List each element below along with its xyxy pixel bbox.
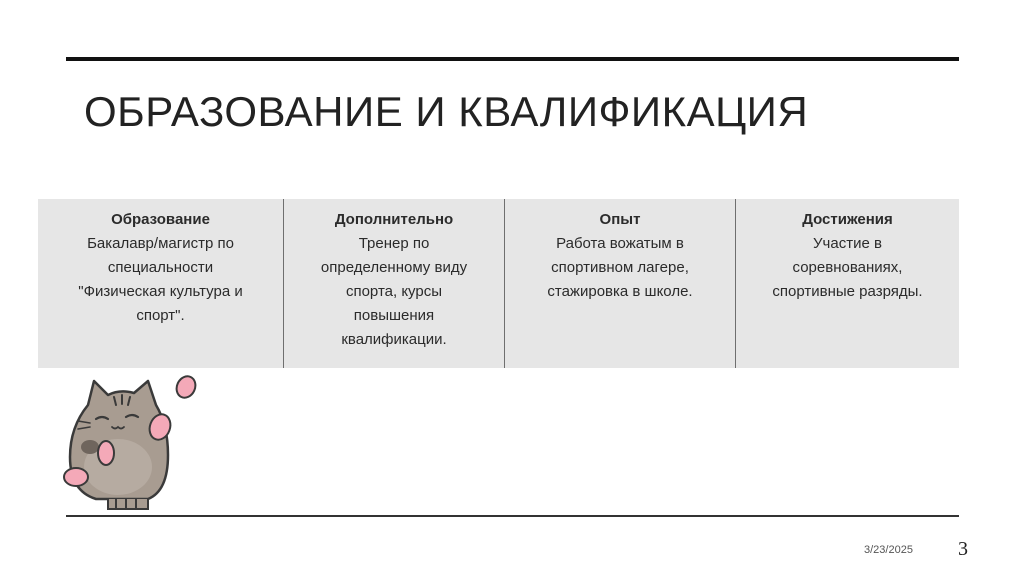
table-column-additional	[283, 199, 504, 368]
column-line: Участие в	[813, 235, 882, 252]
table-column-experience	[504, 199, 735, 368]
table-column-education	[38, 199, 283, 368]
column-line: квалификации.	[341, 331, 447, 348]
slide-title: ОБРАЗОВАНИЕ И КВАЛИФИКАЦИЯ	[84, 88, 809, 135]
top-divider	[66, 57, 959, 61]
info-table	[38, 199, 959, 368]
column-header: Опыт	[599, 211, 641, 228]
column-header: Дополнительно	[334, 211, 454, 228]
column-line: Бакалавр/магистр по	[87, 235, 234, 252]
column-line: спорт".	[136, 307, 185, 324]
slide-date: 3/23/2025	[864, 544, 913, 556]
column-line: соревнованиях,	[792, 259, 903, 276]
column-line: стажировка в школе.	[547, 283, 693, 300]
column-line: Работа вожатым в	[556, 235, 684, 252]
column-line: определенному виду	[320, 259, 468, 276]
column-header: Достижения	[802, 211, 893, 228]
column-line: специальности	[107, 259, 214, 276]
column-line: Тренер по	[358, 235, 430, 252]
column-line: повышения	[353, 307, 435, 324]
column-line: спортивном лагере,	[551, 259, 689, 276]
slide-number: 3	[958, 538, 968, 560]
bottom-divider	[66, 515, 959, 517]
column-line: "Физическая культура и	[78, 283, 243, 300]
column-line: спортивные разряды.	[772, 283, 923, 300]
pusheen-cat-icon	[56, 375, 206, 515]
column-line: спорта, курсы	[345, 283, 443, 300]
column-header: Образование	[111, 211, 210, 228]
table-column-achievements	[735, 199, 959, 368]
